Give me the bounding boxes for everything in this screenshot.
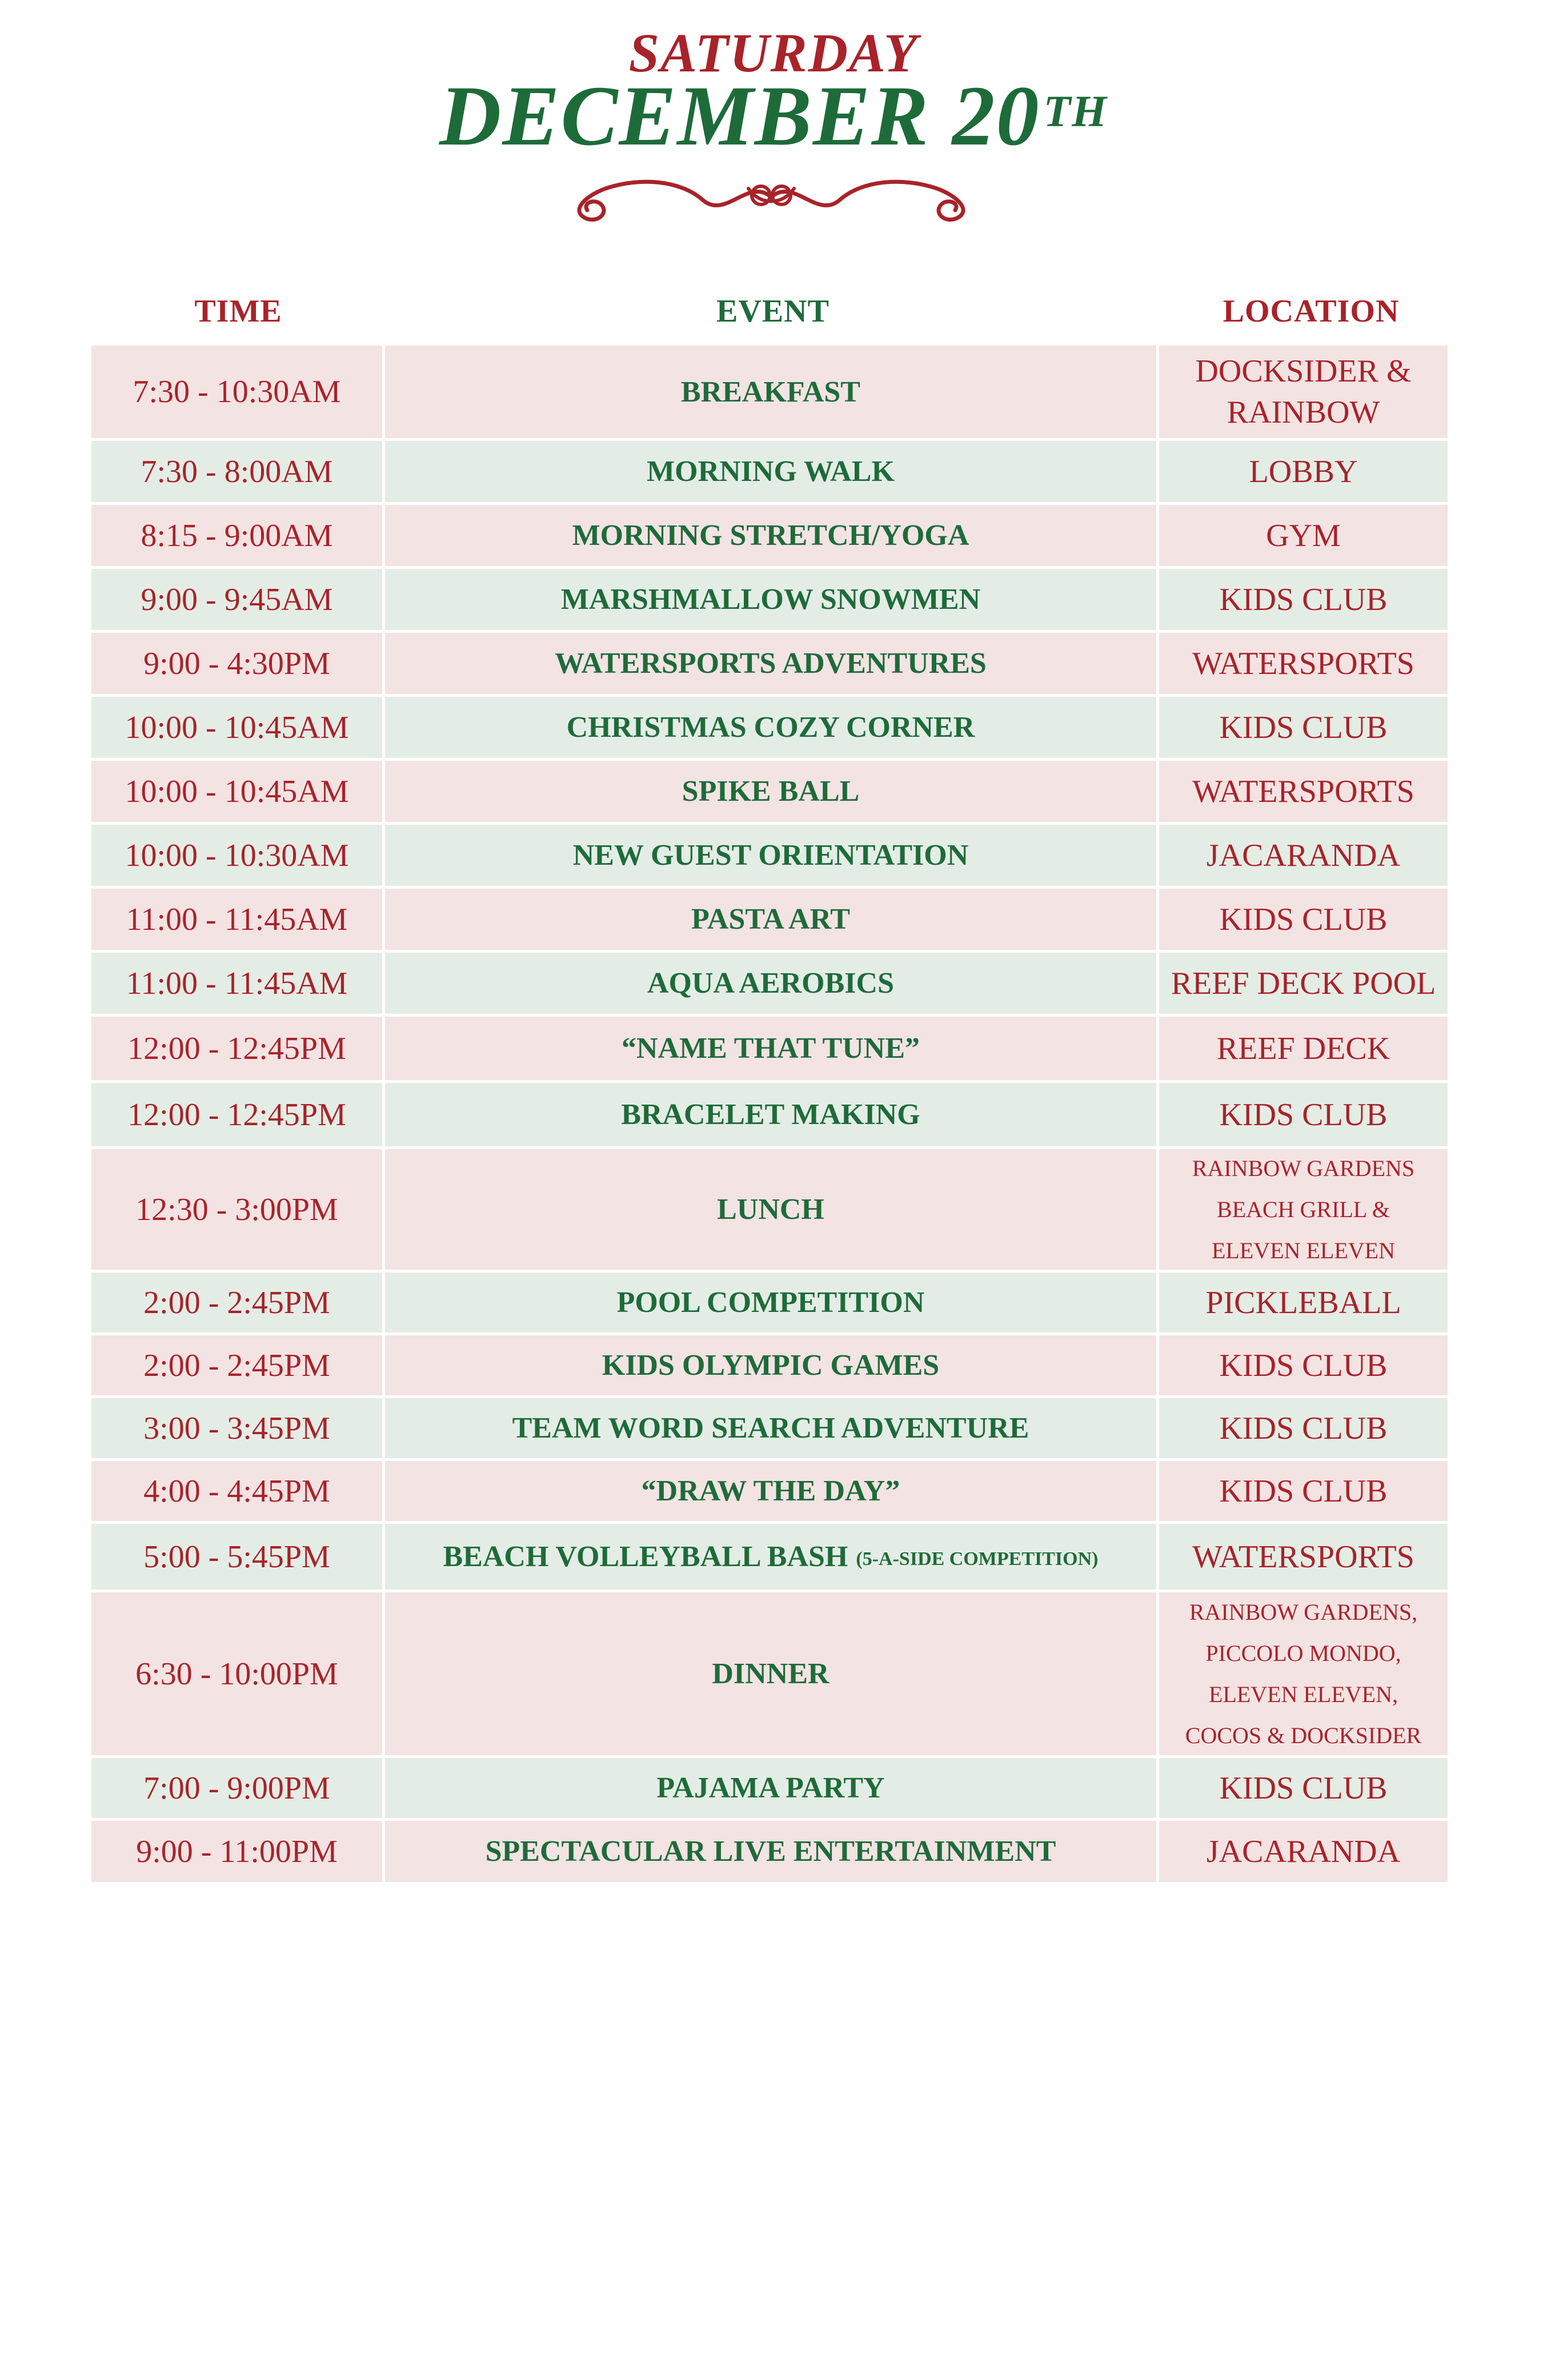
- location-cell: JACARANDA: [1206, 837, 1401, 873]
- time-cell: 9:00 - 9:45AM: [91, 569, 385, 630]
- time-cell: 7:30 - 8:00AM: [91, 441, 385, 502]
- time-cell: 2:00 - 2:45PM: [91, 1273, 385, 1333]
- table-row: [91, 953, 1448, 1017]
- event-cell: WATERSPORTS ADVENTURES: [385, 633, 1159, 694]
- table-row: [91, 569, 1448, 633]
- location-cell: WATERSPORTS: [1192, 645, 1414, 681]
- table-row: [91, 441, 1448, 505]
- location-cell: GYM: [1266, 517, 1341, 553]
- time-cell: 11:00 - 11:45AM: [91, 953, 385, 1014]
- location-cell: KIDS CLUB: [1219, 901, 1388, 937]
- time-cell: 10:00 - 10:45AM: [91, 761, 385, 822]
- time-cell: 7:00 - 9:00PM: [91, 1758, 385, 1818]
- location-cell: KIDS CLUB: [1219, 581, 1388, 617]
- date-suffix: TH: [1043, 86, 1108, 136]
- location-cell: PICKLEBALL: [1205, 1285, 1401, 1321]
- time-cell: 2:00 - 2:45PM: [91, 1335, 385, 1395]
- time-cell: 10:00 - 10:30AM: [91, 825, 385, 886]
- location-cell: REEF DECK POOL: [1171, 965, 1436, 1001]
- table-row: [91, 1821, 1448, 1885]
- table-row: [91, 1524, 1448, 1592]
- date-title: [0, 67, 1547, 164]
- location-cell: KIDS CLUB: [1219, 709, 1388, 745]
- event-cell: DINNER: [385, 1592, 1159, 1755]
- event-cell: MORNING WALK: [385, 441, 1159, 502]
- table-row: [91, 697, 1448, 761]
- event-cell: MARSHMALLOW SNOWMEN: [385, 569, 1159, 630]
- table-row: [91, 1398, 1448, 1461]
- time-cell: 7:30 - 10:30AM: [91, 346, 385, 438]
- event-cell: PASTA ART: [385, 889, 1159, 950]
- table-row: [91, 1083, 1448, 1149]
- time-cell: 10:00 - 10:45AM: [91, 697, 385, 758]
- date-text: DECEMBER 20: [439, 69, 1040, 163]
- time-cell: 9:00 - 11:00PM: [91, 1821, 385, 1882]
- table-row: [91, 825, 1448, 889]
- schedule-table: [91, 346, 1448, 1885]
- event-cell: MORNING STRETCH/YOGA: [385, 505, 1159, 566]
- location-cell: LOBBY: [1249, 453, 1358, 489]
- time-cell: 9:00 - 4:30PM: [91, 633, 385, 694]
- event-note: (5-A-SIDE COMPETITION): [856, 1548, 1099, 1570]
- table-row: [91, 1592, 1448, 1758]
- event-cell: “DRAW THE DAY”: [385, 1461, 1159, 1521]
- table-row: [91, 1758, 1448, 1821]
- location-cell: KIDS CLUB: [1219, 1410, 1388, 1446]
- location-cell: KIDS CLUB: [1219, 1770, 1388, 1806]
- table-row: [91, 1273, 1448, 1335]
- time-cell: 4:00 - 4:45PM: [91, 1461, 385, 1521]
- location-cell: REEF DECK: [1216, 1030, 1390, 1066]
- location-cell: RAINBOW GARDENS, PICCOLO MONDO, ELEVEN ELEVEN, COCOS & DOCKSIDER: [1185, 1599, 1422, 1748]
- flourish-ornament: [560, 166, 983, 228]
- table-row: [91, 505, 1448, 569]
- event-text: BEACH VOLLEYBALL BASH: [443, 1540, 848, 1573]
- event-cell: SPECTACULAR LIVE ENTERTAINMENT: [385, 1821, 1159, 1882]
- column-header-location: LOCATION: [1223, 294, 1400, 329]
- location-cell: WATERSPORTS: [1192, 1539, 1414, 1575]
- event-cell: SPIKE BALL: [385, 761, 1159, 822]
- table-row: [91, 889, 1448, 953]
- time-cell: 11:00 - 11:45AM: [91, 889, 385, 950]
- time-cell: 3:00 - 3:45PM: [91, 1398, 385, 1458]
- event-cell: POOL COMPETITION: [385, 1273, 1159, 1333]
- table-row: [91, 1149, 1448, 1273]
- table-row: [91, 633, 1448, 697]
- event-cell: PAJAMA PARTY: [385, 1758, 1159, 1818]
- event-cell: [385, 1524, 1159, 1590]
- time-cell: 5:00 - 5:45PM: [91, 1524, 385, 1590]
- day-title: SATURDAY: [628, 22, 919, 83]
- time-cell: 6:30 - 10:00PM: [91, 1592, 385, 1755]
- location-cell: DOCKSIDER & RAINBOW: [1195, 354, 1412, 430]
- event-cell: “NAME THAT TUNE”: [385, 1017, 1159, 1080]
- table-row: [91, 1461, 1448, 1524]
- column-header-time: TIME: [194, 294, 282, 329]
- event-cell: KIDS OLYMPIC GAMES: [385, 1335, 1159, 1395]
- event-cell: AQUA AEROBICS: [385, 953, 1159, 1014]
- table-row: [91, 1017, 1448, 1083]
- time-cell: 12:00 - 12:45PM: [91, 1017, 385, 1080]
- time-cell: 12:30 - 3:00PM: [91, 1149, 385, 1270]
- event-cell: BRACELET MAKING: [385, 1083, 1159, 1146]
- table-row: [91, 346, 1448, 441]
- location-cell: WATERSPORTS: [1192, 773, 1414, 809]
- location-cell: KIDS CLUB: [1219, 1097, 1388, 1133]
- table-row: [91, 761, 1448, 825]
- event-cell: CHRISTMAS COZY CORNER: [385, 697, 1159, 758]
- event-cell: NEW GUEST ORIENTATION: [385, 825, 1159, 886]
- location-cell: KIDS CLUB: [1219, 1347, 1388, 1383]
- page-header: [0, 0, 1547, 240]
- event-cell: LUNCH: [385, 1149, 1159, 1270]
- event-cell: TEAM WORD SEARCH ADVENTURE: [385, 1398, 1159, 1458]
- location-cell: RAINBOW GARDENS BEACH GRILL & ELEVEN ELEVEN: [1192, 1155, 1415, 1263]
- location-cell: JACARANDA: [1206, 1833, 1401, 1869]
- column-header-event: EVENT: [716, 294, 829, 329]
- time-cell: 12:00 - 12:45PM: [91, 1083, 385, 1146]
- time-cell: 8:15 - 9:00AM: [91, 505, 385, 566]
- location-cell: KIDS CLUB: [1219, 1473, 1388, 1509]
- event-cell: BREAKFAST: [385, 346, 1159, 438]
- table-row: [91, 1335, 1448, 1398]
